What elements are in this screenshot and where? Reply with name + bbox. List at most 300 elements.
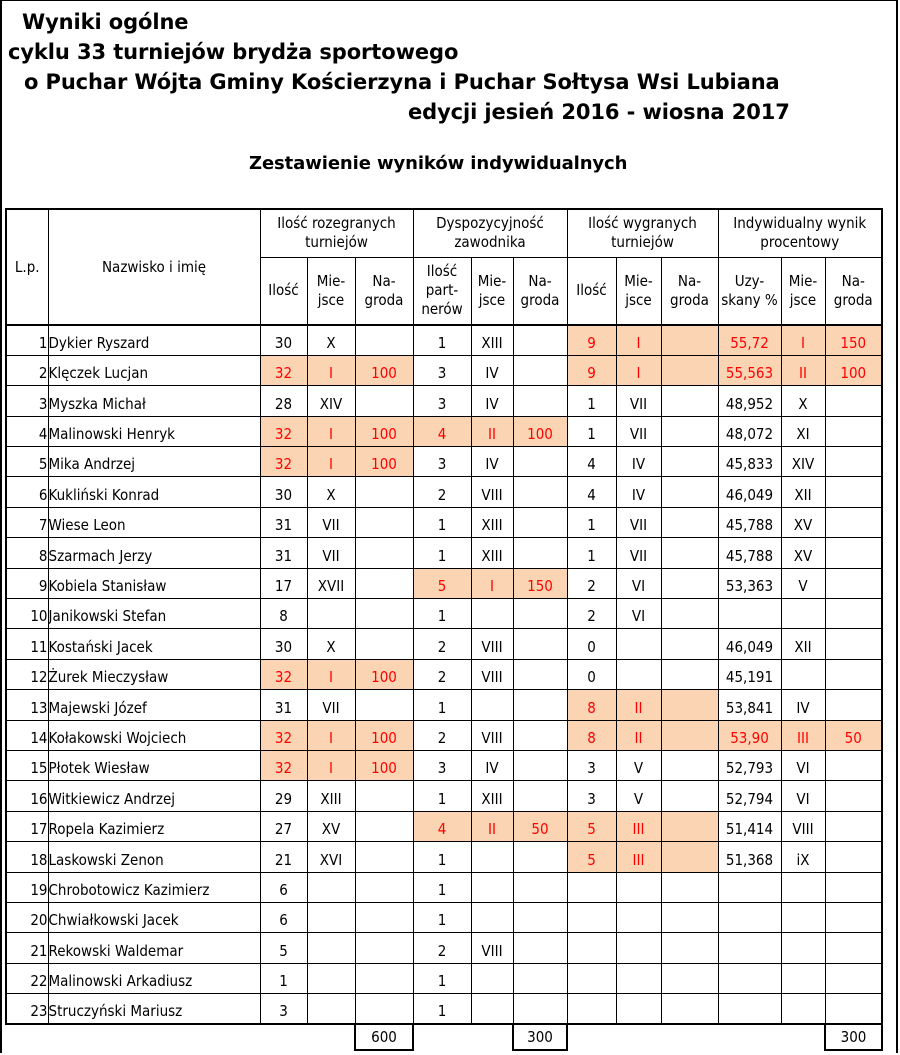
cell-dyspozycyjnosc-miejsce: XIII <box>471 325 513 355</box>
cell-dyspozycyjnosc-ilosc: 2 <box>413 720 471 750</box>
table-row <box>6 720 882 750</box>
cell-rozegrane-miejsce <box>307 599 355 629</box>
cell-procent-miejsce: XV <box>781 538 825 568</box>
cell-procent-nagroda <box>825 538 882 568</box>
cell-procent-nagroda <box>825 507 882 537</box>
cell-dyspozycyjnosc-ilosc: 4 <box>413 416 471 446</box>
header-nagroda: Na-groda <box>355 257 413 325</box>
cell-dyspozycyjnosc-nagroda <box>513 477 567 507</box>
cell-rozegrane-nagroda <box>355 690 413 720</box>
cell-dyspozycyjnosc-miejsce: XIII <box>471 538 513 568</box>
cell-lp: 2 <box>6 355 48 385</box>
cell-rozegrane-nagroda: 100 <box>355 720 413 750</box>
cell-procent-uzyskany: 45,191 <box>718 659 781 689</box>
cell-lp: 23 <box>6 994 48 1024</box>
cell-rozegrane-ilosc: 30 <box>260 477 307 507</box>
header-group-procentowy: Indywidualny wynik procentowy <box>718 209 882 257</box>
cell-dyspozycyjnosc-nagroda <box>513 659 567 689</box>
table-row <box>6 599 882 629</box>
cell-wygrane-ilosc <box>567 902 616 932</box>
cell-procent-miejsce: III <box>781 720 825 750</box>
cell-rozegrane-nagroda <box>355 933 413 963</box>
cell-lp: 4 <box>6 416 48 446</box>
title-line-2: cyklu 33 turniejów brydża sportowego <box>8 40 459 64</box>
cell-wygrane-ilosc: 0 <box>567 659 616 689</box>
cell-dyspozycyjnosc-miejsce: IV <box>471 447 513 477</box>
cell-dyspozycyjnosc-ilosc: 3 <box>413 355 471 385</box>
cell-rozegrane-ilosc: 32 <box>260 750 307 780</box>
cell-wygrane-ilosc: 1 <box>567 507 616 537</box>
total-nagroda-procentowy: 300 <box>825 1024 882 1050</box>
cell-dyspozycyjnosc-nagroda <box>513 629 567 659</box>
cell-procent-miejsce: X <box>781 386 825 416</box>
header-miejsce: Mie-jsce <box>616 257 661 325</box>
cell-dyspozycyjnosc-nagroda <box>513 994 567 1024</box>
cell-dyspozycyjnosc-miejsce <box>471 963 513 993</box>
header-ilosc: Ilość <box>567 257 616 325</box>
cell-wygrane-miejsce: II <box>616 720 661 750</box>
cell-rozegrane-miejsce: I <box>307 355 355 385</box>
table-row <box>6 872 882 902</box>
cell-name: Mika Andrzej <box>48 447 260 477</box>
table-row <box>6 842 882 872</box>
cell-procent-nagroda <box>825 629 882 659</box>
cell-lp: 13 <box>6 690 48 720</box>
cell-wygrane-miejsce: III <box>616 842 661 872</box>
title-line-1: Wyniki ogólne <box>22 10 189 34</box>
cell-rozegrane-ilosc: 32 <box>260 355 307 385</box>
cell-lp: 3 <box>6 386 48 416</box>
table-row <box>6 568 882 598</box>
cell-rozegrane-nagroda <box>355 599 413 629</box>
cell-procent-miejsce <box>781 599 825 629</box>
cell-wygrane-nagroda <box>661 963 718 993</box>
cell-name: Rekowski Waldemar <box>48 933 260 963</box>
cell-rozegrane-miejsce: XVII <box>307 568 355 598</box>
cell-rozegrane-ilosc: 32 <box>260 416 307 446</box>
cell-wygrane-nagroda <box>661 538 718 568</box>
cell-dyspozycyjnosc-nagroda <box>513 842 567 872</box>
cell-rozegrane-miejsce <box>307 933 355 963</box>
cell-procent-nagroda <box>825 386 882 416</box>
cell-lp: 7 <box>6 507 48 537</box>
cell-wygrane-nagroda <box>661 416 718 446</box>
cell-rozegrane-miejsce: X <box>307 477 355 507</box>
cell-wygrane-nagroda <box>661 902 718 932</box>
cell-dyspozycyjnosc-nagroda <box>513 599 567 629</box>
cell-procent-miejsce <box>781 963 825 993</box>
cell-wygrane-nagroda <box>661 507 718 537</box>
cell-procent-miejsce: XIV <box>781 447 825 477</box>
cell-rozegrane-ilosc: 1 <box>260 963 307 993</box>
cell-procent-uzyskany: 52,793 <box>718 750 781 780</box>
cell-dyspozycyjnosc-nagroda <box>513 872 567 902</box>
cell-dyspozycyjnosc-ilosc: 1 <box>413 781 471 811</box>
cell-wygrane-ilosc: 9 <box>567 325 616 355</box>
cell-procent-miejsce: XV <box>781 507 825 537</box>
cell-procent-uzyskany <box>718 902 781 932</box>
cell-rozegrane-miejsce: XIV <box>307 386 355 416</box>
cell-wygrane-ilosc: 0 <box>567 629 616 659</box>
cell-rozegrane-ilosc: 30 <box>260 325 307 355</box>
header-miejsce: Mie-jsce <box>307 257 355 325</box>
header-uzyskany: Uzy-skany % <box>718 257 781 325</box>
results-table <box>5 208 883 1051</box>
header-nagroda: Na-groda <box>661 257 718 325</box>
cell-dyspozycyjnosc-miejsce: VIII <box>471 477 513 507</box>
cell-rozegrane-miejsce <box>307 994 355 1024</box>
cell-dyspozycyjnosc-miejsce: IV <box>471 750 513 780</box>
cell-dyspozycyjnosc-miejsce <box>471 599 513 629</box>
cell-procent-miejsce <box>781 994 825 1024</box>
cell-wygrane-ilosc: 5 <box>567 842 616 872</box>
cell-dyspozycyjnosc-ilosc: 2 <box>413 659 471 689</box>
cell-procent-miejsce: VIII <box>781 811 825 841</box>
cell-wygrane-nagroda <box>661 355 718 385</box>
cell-dyspozycyjnosc-nagroda <box>513 963 567 993</box>
cell-wygrane-nagroda <box>661 447 718 477</box>
cell-procent-miejsce: VI <box>781 750 825 780</box>
cell-wygrane-ilosc <box>567 963 616 993</box>
header-group-dyspozycyjnosc: Dyspozycyjność zawodnika <box>413 209 567 257</box>
cell-dyspozycyjnosc-miejsce <box>471 994 513 1024</box>
cell-rozegrane-miejsce: VII <box>307 507 355 537</box>
cell-wygrane-miejsce <box>616 872 661 902</box>
cell-rozegrane-miejsce: XIII <box>307 781 355 811</box>
cell-rozegrane-nagroda: 100 <box>355 355 413 385</box>
header-group-rozegrane: Ilość rozegranych turniejów <box>260 209 413 257</box>
cell-rozegrane-nagroda: 100 <box>355 447 413 477</box>
cell-rozegrane-nagroda <box>355 386 413 416</box>
cell-rozegrane-miejsce <box>307 902 355 932</box>
cell-name: Chrobotowicz Kazimierz <box>48 872 260 902</box>
table-row <box>6 690 882 720</box>
cell-procent-uzyskany <box>718 872 781 902</box>
cell-wygrane-nagroda <box>661 720 718 750</box>
cell-dyspozycyjnosc-nagroda <box>513 447 567 477</box>
table-row <box>6 325 882 355</box>
cell-wygrane-ilosc: 4 <box>567 477 616 507</box>
cell-procent-uzyskany: 52,794 <box>718 781 781 811</box>
cell-lp: 14 <box>6 720 48 750</box>
cell-dyspozycyjnosc-ilosc: 3 <box>413 386 471 416</box>
cell-procent-uzyskany <box>718 994 781 1024</box>
cell-name: Laskowski Zenon <box>48 842 260 872</box>
cell-dyspozycyjnosc-ilosc: 1 <box>413 872 471 902</box>
header-nagroda: Na-groda <box>825 257 882 325</box>
cell-wygrane-ilosc: 2 <box>567 568 616 598</box>
cell-dyspozycyjnosc-nagroda <box>513 720 567 750</box>
cell-rozegrane-miejsce: VII <box>307 690 355 720</box>
cell-wygrane-miejsce <box>616 902 661 932</box>
cell-lp: 21 <box>6 933 48 963</box>
cell-rozegrane-ilosc: 32 <box>260 447 307 477</box>
cell-wygrane-nagroda <box>661 750 718 780</box>
cell-wygrane-miejsce: VII <box>616 507 661 537</box>
cell-dyspozycyjnosc-nagroda <box>513 538 567 568</box>
table-row <box>6 963 882 993</box>
cell-dyspozycyjnosc-nagroda <box>513 781 567 811</box>
cell-rozegrane-ilosc: 31 <box>260 538 307 568</box>
cell-rozegrane-ilosc: 29 <box>260 781 307 811</box>
cell-procent-miejsce: VI <box>781 781 825 811</box>
cell-lp: 20 <box>6 902 48 932</box>
cell-dyspozycyjnosc-miejsce: VIII <box>471 720 513 750</box>
cell-dyspozycyjnosc-miejsce: IV <box>471 386 513 416</box>
cell-name: Płotek Wiesław <box>48 750 260 780</box>
header-miejsce: Mie-jsce <box>471 257 513 325</box>
table-row <box>6 416 882 446</box>
cell-rozegrane-ilosc: 31 <box>260 690 307 720</box>
cell-procent-uzyskany: 46,049 <box>718 629 781 659</box>
cell-dyspozycyjnosc-nagroda <box>513 325 567 355</box>
cell-dyspozycyjnosc-ilosc: 2 <box>413 477 471 507</box>
cell-procent-miejsce: iX <box>781 842 825 872</box>
cell-dyspozycyjnosc-nagroda <box>513 386 567 416</box>
cell-dyspozycyjnosc-ilosc: 5 <box>413 568 471 598</box>
total-nagroda-rozegrane: 600 <box>355 1024 413 1050</box>
cell-procent-miejsce: II <box>781 355 825 385</box>
cell-procent-miejsce: XII <box>781 477 825 507</box>
cell-procent-uzyskany: 51,414 <box>718 811 781 841</box>
cell-rozegrane-nagroda: 100 <box>355 416 413 446</box>
cell-procent-uzyskany: 53,841 <box>718 690 781 720</box>
cell-procent-miejsce <box>781 933 825 963</box>
cell-procent-miejsce: IV <box>781 690 825 720</box>
cell-dyspozycyjnosc-nagroda <box>513 902 567 932</box>
table-row <box>6 477 882 507</box>
cell-wygrane-nagroda <box>661 781 718 811</box>
cell-wygrane-ilosc: 5 <box>567 811 616 841</box>
cell-rozegrane-nagroda <box>355 325 413 355</box>
cell-wygrane-miejsce: VI <box>616 599 661 629</box>
cell-dyspozycyjnosc-miejsce: VIII <box>471 629 513 659</box>
cell-lp: 19 <box>6 872 48 902</box>
cell-rozegrane-ilosc: 3 <box>260 994 307 1024</box>
cell-rozegrane-miejsce: I <box>307 659 355 689</box>
cell-wygrane-ilosc <box>567 872 616 902</box>
cell-name: Kobiela Stanisław <box>48 568 260 598</box>
cell-rozegrane-miejsce: XV <box>307 811 355 841</box>
cell-procent-uzyskany: 55,72 <box>718 325 781 355</box>
cell-procent-uzyskany: 51,368 <box>718 842 781 872</box>
cell-rozegrane-nagroda <box>355 538 413 568</box>
cell-wygrane-miejsce: IV <box>616 447 661 477</box>
cell-wygrane-ilosc: 1 <box>567 538 616 568</box>
cell-name: Myszka Michał <box>48 386 260 416</box>
cell-lp: 15 <box>6 750 48 780</box>
cell-rozegrane-nagroda <box>355 568 413 598</box>
cell-rozegrane-nagroda <box>355 477 413 507</box>
cell-procent-uzyskany: 45,833 <box>718 447 781 477</box>
table-row <box>6 507 882 537</box>
cell-wygrane-nagroda <box>661 629 718 659</box>
cell-dyspozycyjnosc-ilosc: 1 <box>413 325 471 355</box>
cell-name: Szarmach Jerzy <box>48 538 260 568</box>
cell-wygrane-nagroda <box>661 325 718 355</box>
cell-name: Kołakowski Wojciech <box>48 720 260 750</box>
cell-wygrane-nagroda <box>661 690 718 720</box>
cell-procent-uzyskany <box>718 933 781 963</box>
cell-rozegrane-nagroda <box>355 902 413 932</box>
cell-wygrane-nagroda <box>661 842 718 872</box>
cell-wygrane-miejsce <box>616 629 661 659</box>
cell-procent-nagroda <box>825 447 882 477</box>
cell-rozegrane-ilosc: 32 <box>260 720 307 750</box>
cell-rozegrane-ilosc: 6 <box>260 872 307 902</box>
cell-procent-uzyskany: 48,072 <box>718 416 781 446</box>
table-row <box>6 811 882 841</box>
cell-rozegrane-ilosc: 27 <box>260 811 307 841</box>
cell-rozegrane-miejsce: I <box>307 416 355 446</box>
cell-lp: 10 <box>6 599 48 629</box>
cell-wygrane-miejsce: II <box>616 690 661 720</box>
cell-procent-uzyskany: 53,90 <box>718 720 781 750</box>
cell-wygrane-miejsce: I <box>616 325 661 355</box>
cell-wygrane-nagroda <box>661 994 718 1024</box>
cell-wygrane-nagroda <box>661 599 718 629</box>
cell-wygrane-ilosc: 9 <box>567 355 616 385</box>
cell-wygrane-ilosc: 8 <box>567 690 616 720</box>
cell-wygrane-ilosc <box>567 994 616 1024</box>
cell-procent-nagroda <box>825 477 882 507</box>
cell-name: Kostański Jacek <box>48 629 260 659</box>
cell-dyspozycyjnosc-nagroda: 150 <box>513 568 567 598</box>
cell-procent-nagroda <box>825 568 882 598</box>
cell-wygrane-ilosc: 2 <box>567 599 616 629</box>
cell-procent-uzyskany <box>718 963 781 993</box>
cell-lp: 22 <box>6 963 48 993</box>
cell-dyspozycyjnosc-ilosc: 1 <box>413 842 471 872</box>
cell-dyspozycyjnosc-miejsce <box>471 872 513 902</box>
cell-rozegrane-nagroda <box>355 963 413 993</box>
table-row <box>6 902 882 932</box>
cell-name: Klęczek Lucjan <box>48 355 260 385</box>
table-row <box>6 933 882 963</box>
cell-dyspozycyjnosc-miejsce: XIII <box>471 781 513 811</box>
cell-procent-nagroda <box>825 416 882 446</box>
cell-dyspozycyjnosc-ilosc: 1 <box>413 902 471 932</box>
cell-dyspozycyjnosc-miejsce: II <box>471 811 513 841</box>
cell-procent-uzyskany: 53,363 <box>718 568 781 598</box>
cell-name: Żurek Mieczysław <box>48 659 260 689</box>
cell-rozegrane-miejsce <box>307 963 355 993</box>
cell-wygrane-miejsce <box>616 933 661 963</box>
cell-rozegrane-miejsce <box>307 872 355 902</box>
cell-wygrane-ilosc: 8 <box>567 720 616 750</box>
cell-dyspozycyjnosc-ilosc: 1 <box>413 690 471 720</box>
cell-name: Chwiałkowski Jacek <box>48 902 260 932</box>
cell-rozegrane-nagroda <box>355 629 413 659</box>
table-row <box>6 386 882 416</box>
table-row <box>6 447 882 477</box>
cell-procent-nagroda: 50 <box>825 720 882 750</box>
table-row <box>6 538 882 568</box>
cell-wygrane-miejsce: I <box>616 355 661 385</box>
cell-rozegrane-ilosc: 8 <box>260 599 307 629</box>
cell-wygrane-nagroda <box>661 811 718 841</box>
cell-dyspozycyjnosc-miejsce: XIII <box>471 507 513 537</box>
cell-wygrane-ilosc: 1 <box>567 416 616 446</box>
table-row <box>6 781 882 811</box>
cell-dyspozycyjnosc-miejsce: II <box>471 416 513 446</box>
cell-lp: 5 <box>6 447 48 477</box>
cell-dyspozycyjnosc-nagroda <box>513 750 567 780</box>
cell-lp: 1 <box>6 325 48 355</box>
cell-wygrane-nagroda <box>661 933 718 963</box>
cell-rozegrane-miejsce: VII <box>307 538 355 568</box>
cell-procent-nagroda <box>825 842 882 872</box>
cell-rozegrane-nagroda <box>355 994 413 1024</box>
cell-procent-nagroda <box>825 599 882 629</box>
title-line-4: edycji jesień 2016 - wiosna 2017 <box>408 100 790 124</box>
cell-name: Witkiewicz Andrzej <box>48 781 260 811</box>
cell-procent-miejsce <box>781 659 825 689</box>
total-nagroda-dyspozycyjnosc: 300 <box>513 1024 567 1050</box>
cell-wygrane-miejsce: V <box>616 781 661 811</box>
cell-lp: 17 <box>6 811 48 841</box>
cell-rozegrane-nagroda <box>355 872 413 902</box>
cell-name: Ropela Kazimierz <box>48 811 260 841</box>
cell-procent-uzyskany: 48,952 <box>718 386 781 416</box>
cell-dyspozycyjnosc-nagroda <box>513 690 567 720</box>
cell-dyspozycyjnosc-miejsce <box>471 842 513 872</box>
cell-procent-uzyskany: 55,563 <box>718 355 781 385</box>
cell-lp: 18 <box>6 842 48 872</box>
cell-procent-nagroda <box>825 872 882 902</box>
cell-wygrane-miejsce <box>616 994 661 1024</box>
cell-procent-miejsce: V <box>781 568 825 598</box>
cell-name: Dykier Ryszard <box>48 325 260 355</box>
cell-rozegrane-nagroda <box>355 781 413 811</box>
cell-lp: 16 <box>6 781 48 811</box>
cell-procent-nagroda: 150 <box>825 325 882 355</box>
cell-dyspozycyjnosc-ilosc: 1 <box>413 507 471 537</box>
cell-procent-miejsce <box>781 902 825 932</box>
cell-procent-nagroda <box>825 659 882 689</box>
cell-wygrane-miejsce <box>616 659 661 689</box>
cell-procent-nagroda <box>825 902 882 932</box>
cell-wygrane-ilosc: 3 <box>567 750 616 780</box>
cell-name: Janikowski Stefan <box>48 599 260 629</box>
cell-lp: 8 <box>6 538 48 568</box>
cell-wygrane-miejsce: VII <box>616 416 661 446</box>
cell-wygrane-miejsce: III <box>616 811 661 841</box>
cell-rozegrane-ilosc: 21 <box>260 842 307 872</box>
cell-dyspozycyjnosc-nagroda <box>513 933 567 963</box>
cell-wygrane-miejsce: V <box>616 750 661 780</box>
cell-procent-uzyskany: 45,788 <box>718 538 781 568</box>
cell-dyspozycyjnosc-miejsce: VIII <box>471 659 513 689</box>
header-lp: L.p. <box>6 209 48 325</box>
cell-procent-uzyskany: 46,049 <box>718 477 781 507</box>
cell-dyspozycyjnosc-ilosc: 1 <box>413 538 471 568</box>
cell-dyspozycyjnosc-nagroda: 50 <box>513 811 567 841</box>
cell-procent-nagroda: 100 <box>825 355 882 385</box>
cell-procent-miejsce: I <box>781 325 825 355</box>
cell-procent-uzyskany <box>718 599 781 629</box>
cell-name: Majewski Józef <box>48 690 260 720</box>
cell-wygrane-miejsce: VI <box>616 568 661 598</box>
cell-procent-nagroda <box>825 963 882 993</box>
table-row <box>6 355 882 385</box>
cell-dyspozycyjnosc-ilosc: 2 <box>413 629 471 659</box>
cell-procent-nagroda <box>825 690 882 720</box>
title-line-3: o Puchar Wójta Gminy Kościerzyna i Puchar Sołtysa Wsi Lubiana <box>24 70 780 94</box>
table-row <box>6 994 882 1024</box>
cell-wygrane-nagroda <box>661 477 718 507</box>
cell-rozegrane-ilosc: 6 <box>260 902 307 932</box>
